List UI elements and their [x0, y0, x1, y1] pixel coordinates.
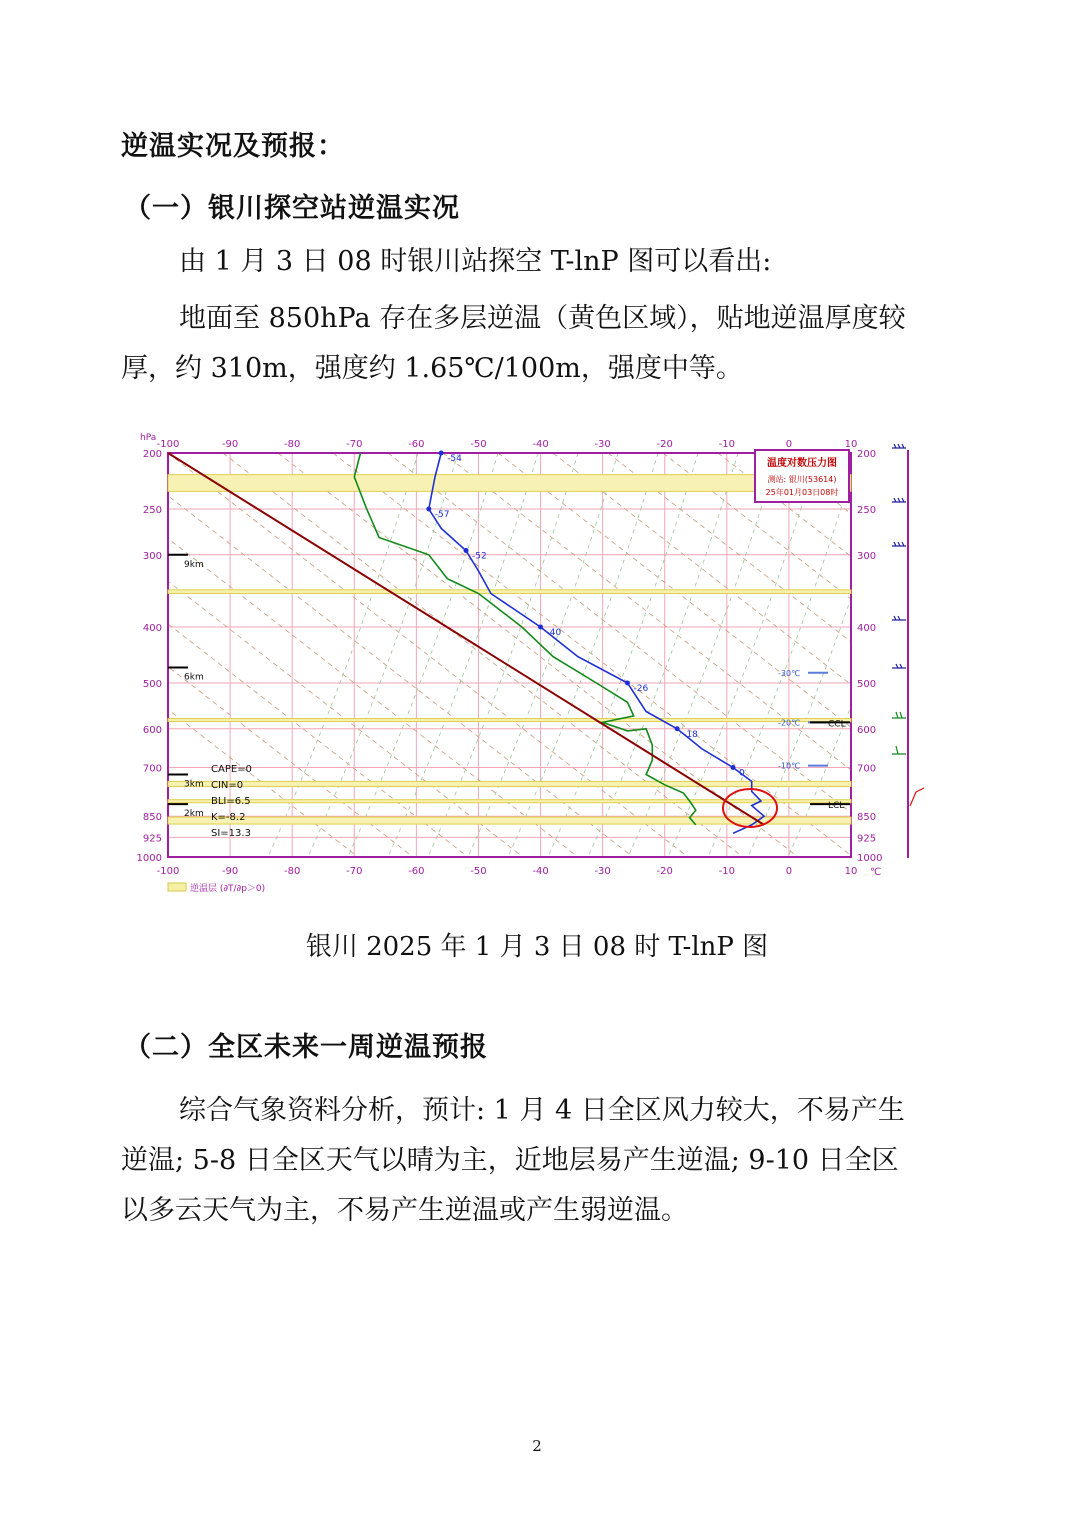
- paragraph-line: 厚，约 310m，强度约 1.65℃/100m，强度中等。: [121, 353, 743, 384]
- height-mark-label: 3km: [184, 779, 204, 790]
- index-si: SI=13.3: [211, 828, 251, 839]
- x-tick-label-bottom: -60: [408, 866, 425, 877]
- y-tick-label-right: 700: [857, 763, 877, 775]
- paragraph-line: 地面至 850hPa 存在多层逆温（黄色区域），贴地逆温厚度较: [179, 303, 906, 334]
- x-tick-label-top: -90: [221, 439, 239, 450]
- x-tick-label-bottom: -30: [594, 866, 611, 877]
- index-bli: BLI=6.5: [211, 796, 251, 807]
- chart-title: 温度对数压力图: [767, 458, 837, 469]
- temperature-label: -52: [472, 551, 487, 562]
- x-tick-label-top: -50: [470, 439, 487, 450]
- wind-barb: [892, 498, 906, 502]
- y-tick-label-right: 250: [857, 505, 877, 517]
- x-tick-label-bottom: 10: [844, 866, 858, 877]
- dry-adiabat: [388, 453, 908, 857]
- height-mark-label: 6km: [184, 672, 204, 683]
- y-tick-label-right: 500: [857, 679, 877, 691]
- temperature-label: -26: [633, 684, 649, 695]
- moist-adiabat: [708, 453, 858, 857]
- wind-barbs: [892, 444, 924, 858]
- y-tick-label-left: 250: [142, 505, 162, 517]
- legend-label: 逆温层 (∂T/∂p＞0): [190, 884, 266, 894]
- wind-barb: [892, 664, 906, 668]
- dry-adiabat: [120, 453, 468, 857]
- x-unit-label: ℃: [870, 867, 882, 878]
- wind-barb: [892, 542, 906, 546]
- page-heading: 逆温实况及预报：: [121, 131, 345, 162]
- section2-paragraph: [121, 1086, 955, 1236]
- y-tick-label-right: 400: [857, 622, 877, 634]
- section2-title: （二）全区未来一周逆温预报: [124, 1032, 488, 1063]
- inversion-layer: [168, 475, 851, 492]
- x-tick-label-bottom: -10: [718, 866, 735, 877]
- paragraph-line: 由 1 月 3 日 08 时银川站探空 T-lnP 图可以看出:: [179, 246, 772, 277]
- y-tick-label-right: 925: [857, 833, 877, 845]
- inversion-layer: [168, 817, 851, 824]
- figure-caption: 银川 2025 年 1 月 3 日 08 时 T-lnP 图: [305, 932, 769, 962]
- x-tick-label-bottom: -20: [656, 866, 673, 877]
- dry-adiabat: [120, 453, 578, 857]
- moist-adiabat: [388, 453, 538, 857]
- height-mark-label: 2km: [184, 809, 204, 820]
- x-tick-label-bottom: -40: [532, 866, 549, 877]
- y-unit-label: hPa: [140, 433, 157, 443]
- dry-adiabat: [608, 453, 930, 857]
- index-cape: CAPE=0: [211, 764, 252, 775]
- dry-adiabat: [120, 453, 633, 857]
- chart-station: 测站: 银川(53614): [767, 475, 837, 484]
- temperature-point: [538, 624, 543, 629]
- index-cin: CIN=0: [211, 780, 244, 791]
- temperature-point: [675, 726, 680, 731]
- y-tick-label-right: 300: [857, 550, 877, 562]
- moist-adiabat: [348, 453, 498, 857]
- chart-time: 25年01月03日08时: [765, 488, 839, 497]
- y-tick-label-left: 1000: [136, 853, 162, 864]
- inversion-layer: [168, 590, 851, 594]
- x-tick-label-bottom: 0: [785, 866, 793, 877]
- x-tick-label-bottom: -50: [470, 866, 487, 877]
- y-tick-label-left: 500: [142, 679, 162, 691]
- series-line: [429, 453, 764, 833]
- y-tick-label-right: 600: [857, 724, 877, 736]
- temperature-label: -18: [683, 729, 698, 740]
- wind-barb: [892, 444, 906, 448]
- moist-adiabat: [508, 453, 658, 857]
- plot-frame: [168, 453, 851, 857]
- isotherm-label: -10℃: [778, 761, 801, 771]
- dry-adiabat: [718, 453, 930, 857]
- temperature-point: [731, 765, 736, 770]
- y-tick-label-left: 400: [142, 622, 162, 634]
- section1-paragraph1: [121, 237, 955, 287]
- index-k: K=-8.2: [211, 812, 246, 823]
- temperature-point: [426, 507, 431, 512]
- y-tick-label-left: 700: [142, 763, 162, 775]
- temperature-label: -40: [546, 627, 562, 638]
- moist-adiabat: [548, 453, 698, 857]
- temperature-point: [439, 451, 444, 456]
- temperature-label: 0: [739, 768, 745, 779]
- x-tick-label-bottom: -80: [284, 866, 301, 877]
- x-tick-label-top: -100: [156, 439, 180, 450]
- height-mark-label: 9km: [184, 559, 204, 570]
- x-tick-label-bottom: -100: [156, 866, 180, 877]
- paragraph-line: 逆温; 5-8 日全区天气以晴为主，近地层易产生逆温; 9-10 日全区: [121, 1145, 899, 1176]
- isotherm-label: -20℃: [778, 718, 801, 728]
- x-tick-label-bottom: -90: [221, 866, 239, 877]
- y-tick-label-right: 850: [857, 812, 877, 824]
- wind-barb: [892, 712, 906, 718]
- inversion-layer: [168, 719, 851, 722]
- inversion-layer: [168, 781, 851, 786]
- section1-paragraph2: [121, 294, 955, 394]
- wind-barb: [892, 746, 906, 754]
- isotherm-label: -30℃: [778, 668, 801, 678]
- x-tick-label-top: -20: [656, 439, 673, 450]
- x-tick-label-top: 0: [785, 439, 793, 450]
- x-tick-label-top: -10: [718, 439, 735, 450]
- y-tick-label-left: 600: [142, 724, 162, 736]
- page-number: 2: [532, 1437, 542, 1455]
- moist-adiabat: [268, 453, 418, 857]
- dry-adiabat: [883, 453, 930, 857]
- paragraph-line: 综合气象资料分析，预计: 1 月 4 日全区风力较大，不易产生: [179, 1095, 905, 1126]
- x-tick-label-top: -40: [532, 439, 549, 450]
- x-tick-label-top: 10: [844, 439, 858, 450]
- x-tick-label-top: -80: [284, 439, 301, 450]
- paragraph-line: 以多云天气为主，不易产生逆温或产生弱逆温。: [121, 1195, 688, 1226]
- y-tick-label-left: 850: [142, 812, 162, 824]
- dry-adiabat: [333, 453, 853, 857]
- dry-adiabat: [120, 453, 523, 857]
- x-tick-label-top: -70: [346, 439, 363, 450]
- y-tick-label-left: 200: [142, 449, 162, 460]
- y-tick-label-right: 200: [857, 449, 877, 460]
- inversion-layer: [168, 800, 851, 803]
- legend-swatch: [168, 883, 186, 891]
- tlnp-chart: [120, 410, 930, 900]
- x-tick-label-top: -30: [594, 439, 611, 450]
- temperature-label: -54: [447, 454, 462, 464]
- section1-title: （一）银川探空站逆温实况: [124, 193, 460, 224]
- level-marker-label: CCL: [828, 719, 846, 730]
- y-tick-label-left: 925: [142, 833, 162, 845]
- y-tick-label-right: 1000: [857, 853, 883, 864]
- temperature-label: -57: [434, 510, 450, 521]
- y-tick-label-left: 300: [142, 550, 162, 562]
- stability-indices: [211, 764, 252, 839]
- temperature-point: [625, 681, 630, 686]
- moist-adiabat: [668, 453, 818, 857]
- wind-barb: [892, 616, 906, 620]
- wind-barb: [910, 788, 924, 806]
- inversion-layers: [168, 475, 851, 824]
- x-tick-label-bottom: -70: [346, 866, 363, 877]
- level-marker-label: LCL: [828, 801, 845, 812]
- temperature-point: [464, 548, 469, 553]
- x-tick-label-top: -60: [408, 439, 425, 450]
